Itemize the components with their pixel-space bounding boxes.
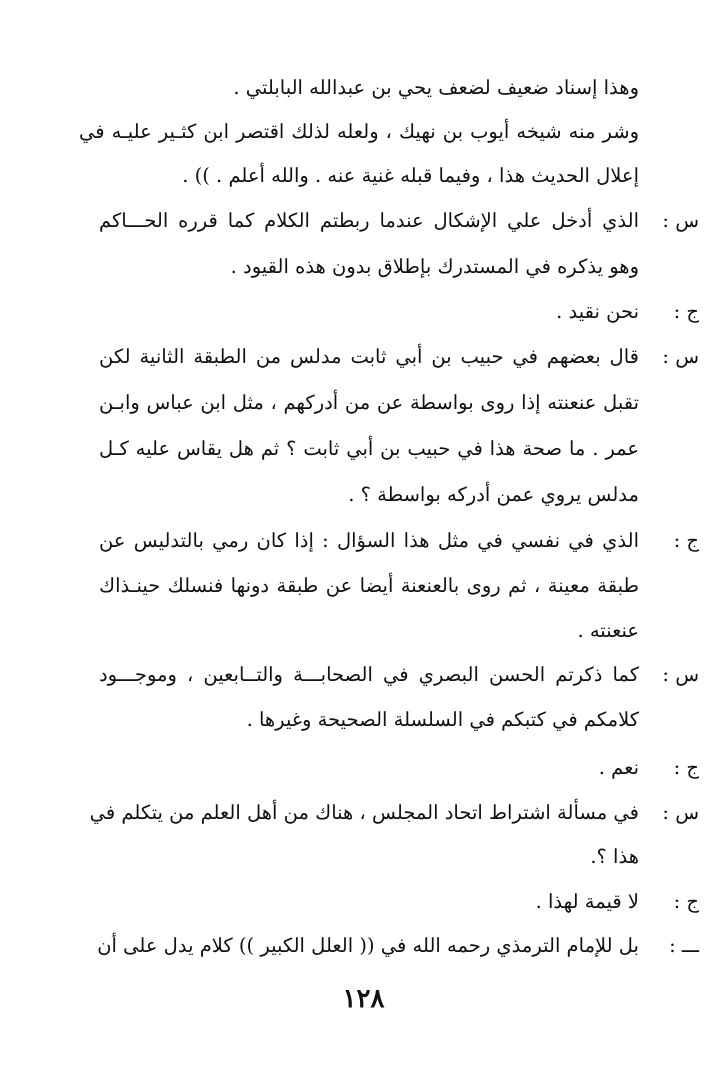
answer-marker-1: ج : [673, 300, 699, 323]
question-marker-2: س : [662, 345, 699, 368]
answer-marker-3: ج : [673, 756, 699, 779]
page-number: ١٢٨ [342, 984, 385, 1014]
text-line-18: هذا ؟. [590, 845, 639, 868]
text-line-14: كما ذكرتم الحسن البصري في الصحابـــة والتــابعين ، وموجـــود [99, 663, 639, 686]
answer-marker-2: ج : [673, 529, 699, 552]
text-line-15: كلامكم في كتبكم في السلسلة الصحيحة وغيرها . [246, 708, 639, 731]
text-line-7: قال بعضهم في حبيب بن أبي ثابت مدلس من الطبقة الثانية لكن [99, 345, 639, 368]
text-line-17: في مسألة اشتراط اتحاد المجلس ، هناك من أهل العلم من يتكلم في [89, 801, 639, 824]
text-line-4: الذي أدخل علي الإشكال عندما ربطتم الكلام كما قرره الحـــاكم [99, 209, 639, 232]
answer-marker-4: ج : [673, 890, 699, 913]
text-line-5: وهو يذكره في المستدرك بإطلاق بدون هذه القيود . [230, 255, 639, 278]
text-line-6: نحن نقيد . [556, 300, 639, 323]
question-marker-4: س : [662, 801, 699, 824]
text-line-10: مدلس يروي عمن أدركه بواسطة ؟ . [348, 483, 639, 506]
text-line-8: تقبل عنعنته إذا روى بواسطة عن من أدركهم ، مثل ابن عباس وابـن [99, 391, 639, 414]
text-line-13: عنعنته . [577, 619, 639, 642]
text-line-16: نعم . [598, 756, 639, 779]
text-line-12: طبقة معينة ، ثم روى بالعنعنة أيضا عن طبقة دونها فنسلك حينـذاك [99, 574, 639, 597]
text-line-20: بل للإمام الترمذي رحمه الله في (( العلل الكبير )) كلام يدل على أن [97, 934, 639, 957]
text-line-9: عمر . ما صحة هذا في حبيب بن أبي ثابت ؟ ثم هل يقاس عليه كـل [99, 437, 639, 460]
text-line-3: إعلال الحديث هذا ، وفيما قبله غنية عنه . والله أعلم . )) . [182, 164, 639, 187]
text-line-11: الذي في نفسي في مثل هذا السؤال : إذا كان رمي بالتدليس عن [99, 529, 639, 552]
text-line-1: وهذا إسناد ضعيف لضعف يحي بن عبدالله البابلتي . [233, 76, 639, 99]
question-marker-3: س : [662, 663, 699, 686]
question-marker-1: س : [662, 209, 699, 232]
dash-marker: ـــ : [669, 934, 699, 957]
text-line-2: وشر منه شيخه أيوب بن نهيك ، ولعله لذلك اقتصر ابن كثـير عليـه في [79, 120, 639, 143]
text-line-19: لا قيمة لهذا . [535, 890, 639, 913]
